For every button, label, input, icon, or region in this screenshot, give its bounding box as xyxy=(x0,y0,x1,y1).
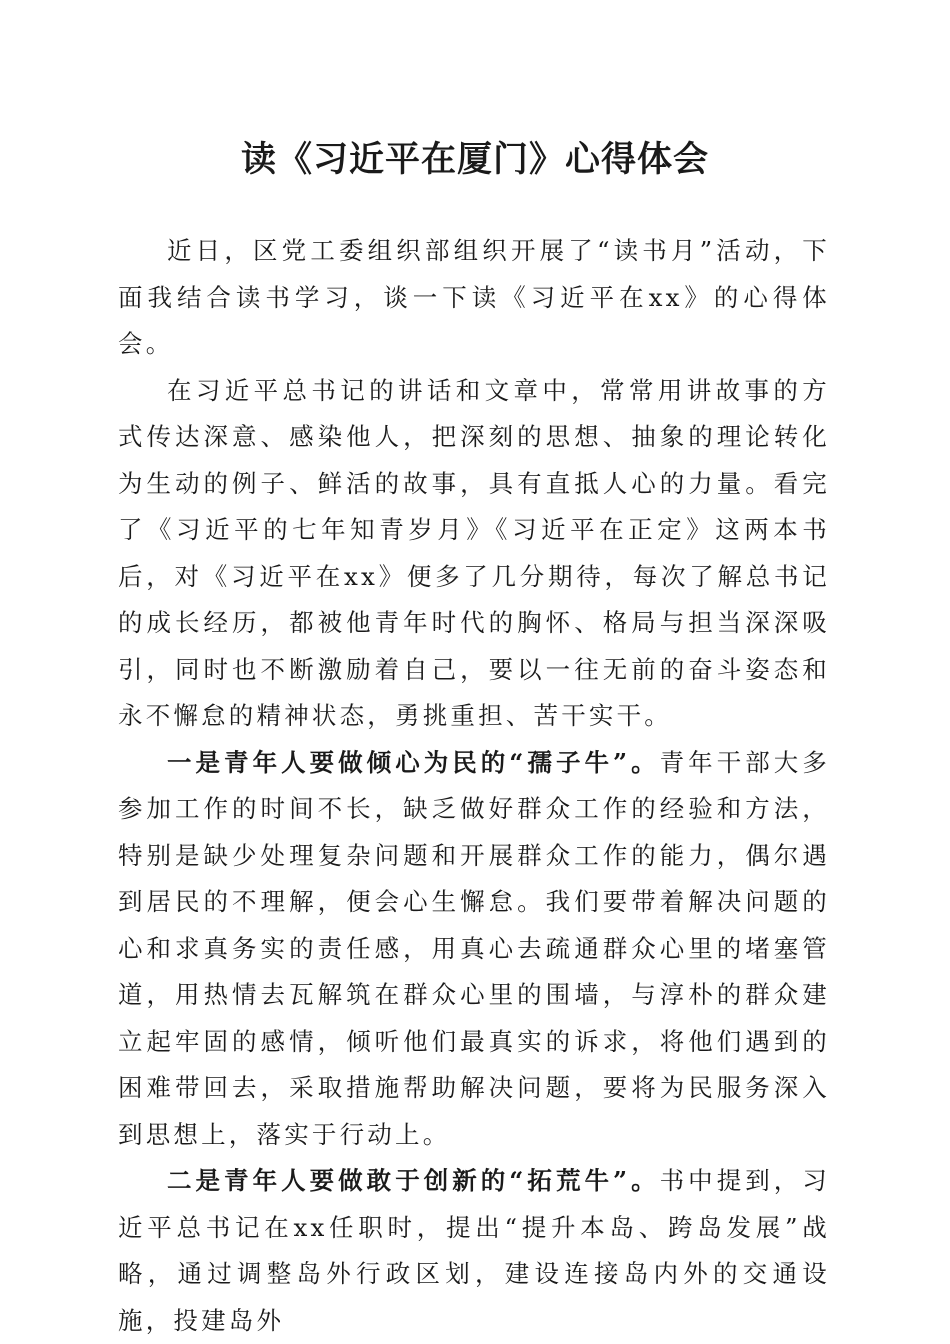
paragraph-reflection xyxy=(118,368,830,740)
document-title: 读《习近平在厦门》心得体会 xyxy=(240,139,709,180)
paragraph-intro xyxy=(118,228,830,368)
document-body xyxy=(118,228,830,1344)
paragraph-text: 近日，区党工委组织部组织开展了“读书月”活动，下面我结合读书学习，谈一下读《习近平在xx》的心得体会。 xyxy=(118,236,830,358)
paragraph-text: 在习近平总书记的讲话和文章中，常常用讲故事的方式传达深意、感染他人，把深刻的思想、抽象的理论转化为生动的例子、鲜活的故事，具有直抵人心的力量。看完了《习近平的七年知青岁月》《习近平在正定》这两本书后，对《习近平在xx》便多了几分期待，每次了解总书记的成长经历，都被他青年时代的胸怀、格局与担当深深吸引，同时也不断激励着自己，要以一往无前的奋斗姿态和永不懈怠的精神状态，勇挑重担、苦干实干。 xyxy=(118,375,830,730)
paragraph-lead-heading: 一是青年人要做倾心为民的“孺子牛”。 xyxy=(167,747,660,777)
paragraph-text: 青年干部大多参加工作的时间不长，缺乏做好群众工作的经验和方法，特别是缺少处理复杂问题和开展群众工作的能力，偶尔遇到居民的不理解，便会心生懈怠。我们要带着解决问题的心和求真务实的责任感，用真心去疏通群众心里的堵塞管道，用热情去瓦解筑在群众心里的围墙，与淳朴的群众建立起牢固的感情，倾听他们最真实的诉求，将他们遇到的困难带回去，采取措施帮助解决问题，要将为民服务深入到思想上，落实于行动上。 xyxy=(118,747,830,1149)
paragraph-text: 书中提到，习近平总书记在xx任职时，提出“提升本岛、跨岛发展”战略，通过调整岛外行政区划，建设连接岛内外的交通设施，投建岛外 xyxy=(118,1166,830,1335)
paragraph-point-two xyxy=(118,1158,830,1344)
paragraph-point-one xyxy=(118,740,830,1159)
paragraph-lead-heading: 二是青年人要做敢于创新的“拓荒牛”。 xyxy=(167,1166,660,1195)
